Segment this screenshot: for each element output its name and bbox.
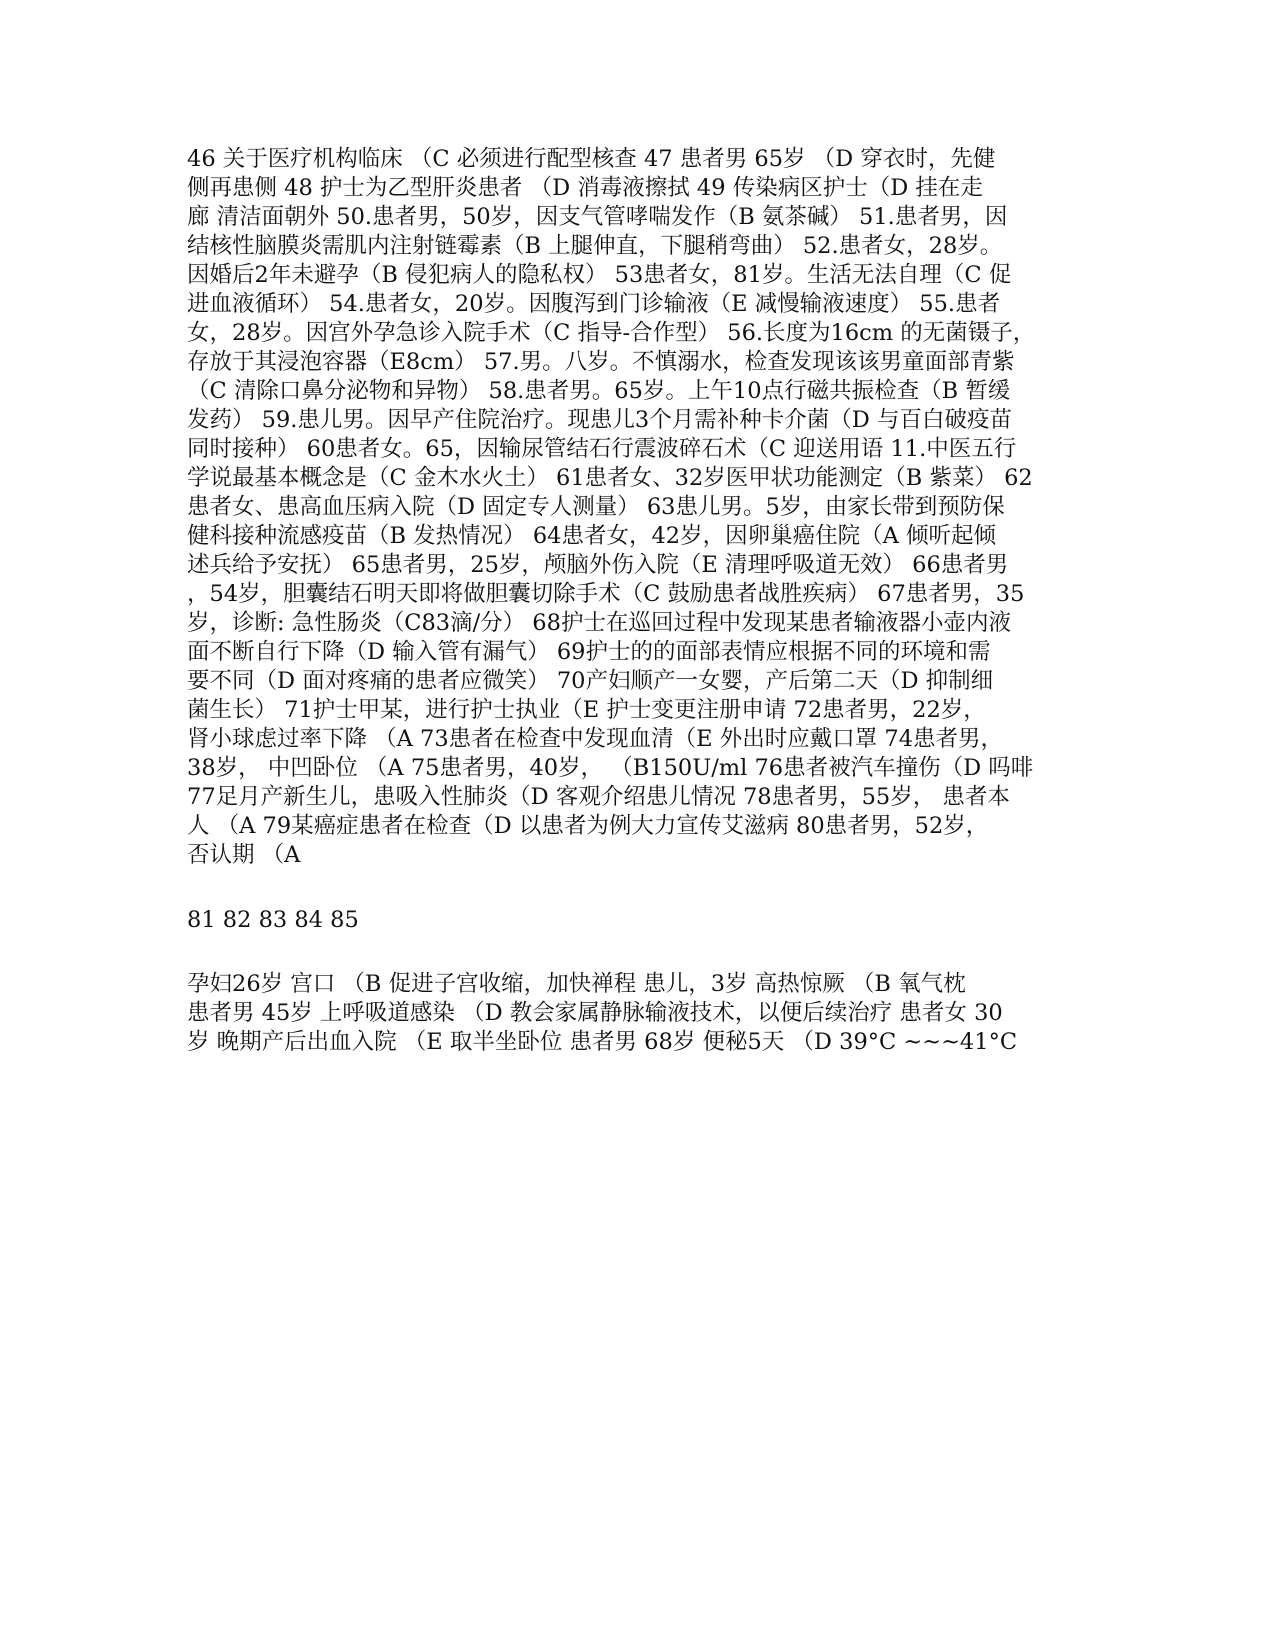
paragraph-1-line-17: 岁，诊断: 急性肠炎（C83滴/分） 68护士在巡回过程中发现某患者输液器小壶内液 — [187, 610, 1011, 636]
paragraph-1-line-16: ，54岁，胆囊结石明天即将做胆囊切除手术（C 鼓励患者战胜疾病） 67患者男，35 — [187, 581, 1025, 607]
paragraph-1-line-1: 46 关于医疗机构临床 （C 必须进行配型核查 47 患者男 65岁 （D 穿衣时，先健 — [187, 146, 996, 172]
paragraph-1-line-13: 患者女、患高血压病入院（D 固定专人测量） 63患儿男。5岁，由家长带到预防保 — [187, 494, 1005, 520]
paragraph-1-line-14: 健科接种流感疫苗（B 发热情况） 64患者女，42岁，因卵巢癌住院（A 倾听起倾 — [187, 523, 997, 549]
paragraph-1-line-8: 存放于其浸泡容器（E8cm） 57.男。八岁。不慎溺水，检查发现该该男童面部青紫 — [187, 349, 1015, 375]
paragraph-1-line-2: 侧再患侧 48 护士为乙型肝炎患者 （D 消毒液擦拭 49 传染病区护士（D 挂在走 — [187, 175, 983, 201]
paragraph-1-line-6: 进血液循环） 54.患者女，20岁。因腹泻到门诊输液（E 减慢输液速度） 55.患者 — [187, 291, 1001, 317]
paragraph-1-line-20: 菌生长） 71护士甲某，进行护士执业（E 护士变更注册申请 72患者男，22岁， — [187, 697, 986, 723]
paragraph-1-line-3: 廊 清洁面朝外 50.患者男，50岁，因支气管哮喘发作（B 氨茶碱） 51.患者男，因 — [187, 204, 1008, 230]
paragraph-3-line-1: 孕妇26岁 宫口 （B 促进子宫收缩，加快禅程 患儿，3岁 高热惊厥 （B 氧气枕 — [187, 971, 966, 997]
paragraph-1-line-25: 否认期 （A — [187, 842, 301, 868]
paragraph-2-line-1: 81 82 83 84 85 — [187, 907, 359, 933]
paragraph-3-line-2: 患者男 45岁 上呼吸道感染 （D 教会家属静脉输液技术，以便后续治疗 患者女 30 — [187, 1000, 1003, 1026]
paragraph-1-line-15: 述兵给予安抚） 65患者男，25岁，颅脑外伤入院（E 清理呼吸道无效） 66患者男 — [187, 552, 1009, 578]
paragraph-1-line-23: 77足月产新生儿，患吸入性肺炎（D 客观介绍患儿情况 78患者男，55岁， 患者本 — [187, 784, 1010, 810]
paragraph-1-line-4: 结核性脑膜炎需肌内注射链霉素（B 上腿伸直，下腿稍弯曲） 52.患者女，28岁。 — [187, 233, 1003, 259]
paragraph-1-line-5: 因婚后2年未避孕（B 侵犯病人的隐私权） 53患者女，81岁。生活无法自理（C 促 — [187, 262, 1012, 288]
paragraph-1-line-21: 肾小球虑过率下降 （A 73患者在检查中发现血清（E 外出时应戴口罩 74患者男， — [187, 726, 1004, 752]
paragraph-1-line-12: 学说最基本概念是（C 金木水火土） 61患者女、32岁医甲状功能测定（B 紫菜） 62 — [187, 465, 1033, 491]
paragraph-1-line-9: （C 清除口鼻分泌物和异物） 58.患者男。65岁。上午10点行磁共振检查（B 暂缓 — [187, 378, 1011, 404]
paragraph-1-line-24: 人 （A 79某癌症患者在检查（D 以患者为例大力宣传艾滋病 80患者男，52岁， — [187, 813, 989, 839]
paragraph-1-line-11: 同时接种） 60患者女。65，因输尿管结石行震波碎石术（C 迎送用语 11.中医五行 — [187, 436, 1017, 462]
paragraph-3-line-3: 岁 晚期产后出血入院 （E 取半坐卧位 患者男 68岁 便秘5天 （D 39°C ~~~41°C — [187, 1029, 1018, 1055]
paragraph-1-line-10: 发药） 59.患儿男。因早产住院治疗。现患儿3个月需补种卡介菌（D 与百白破疫苗 — [187, 407, 1012, 433]
paragraph-1-line-7: 女，28岁。因宫外孕急诊入院手术（C 指导-合作型） 56.长度为16cm 的无菌镊子， — [187, 320, 1036, 346]
paragraph-1-line-19: 要不同（D 面对疼痛的患者应微笑） 70产妇顺产一女婴，产后第二天（D 抑制细 — [187, 668, 994, 694]
paragraph-1-line-22: 38岁， 中凹卧位 （A 75患者男，40岁， （B150U/ml 76患者被汽车撞伤（D 吗啡 — [187, 755, 1034, 781]
paragraph-1-line-18: 面不断自行下降（D 输入管有漏气） 69护士的的面部表情应根据不同的环境和需 — [187, 639, 991, 665]
